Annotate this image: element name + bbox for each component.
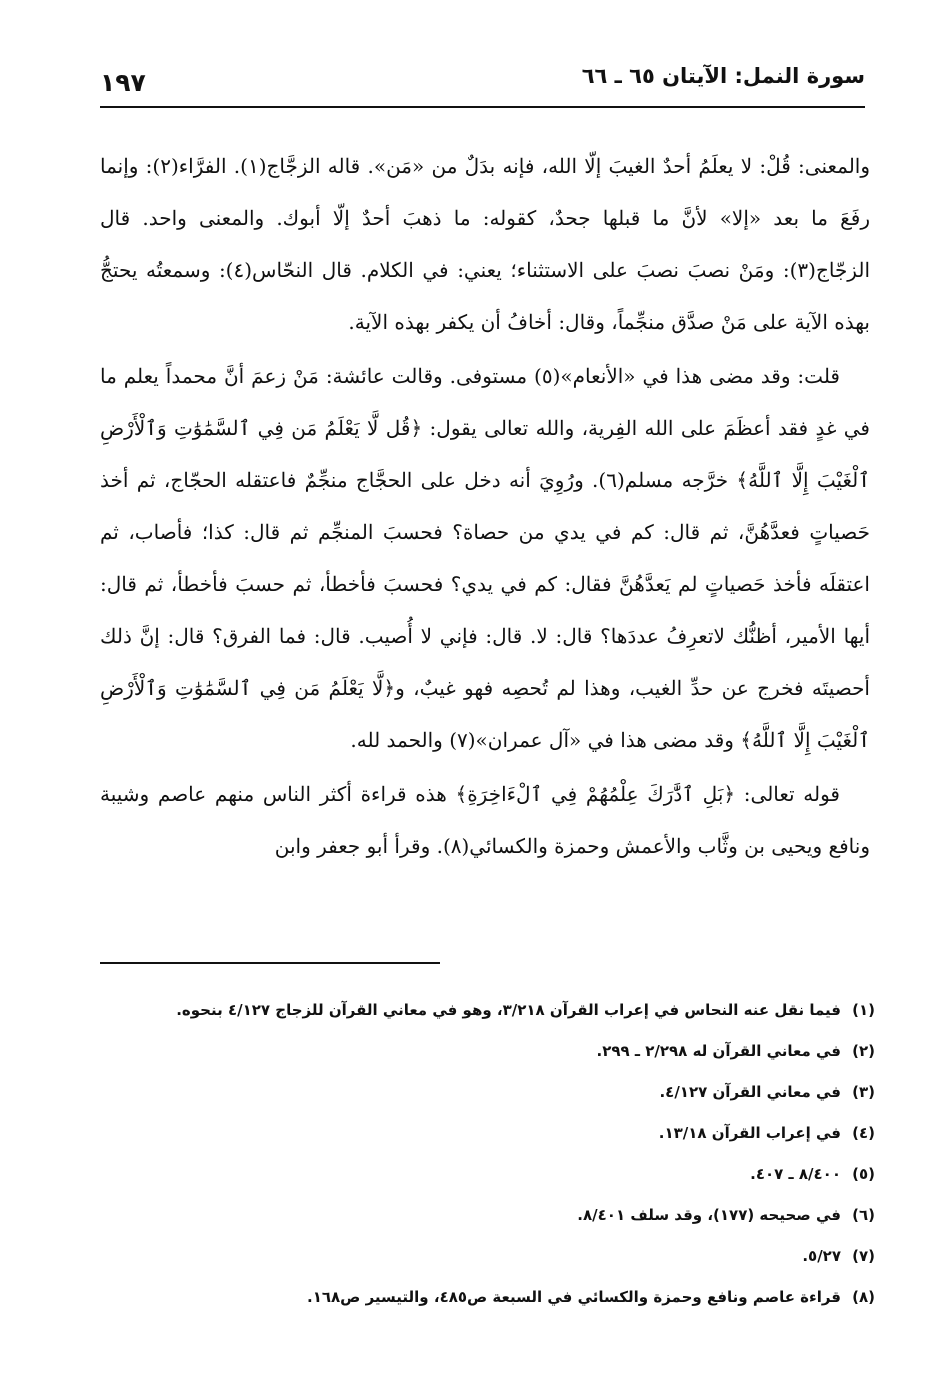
footnote-number: (٣)	[852, 1083, 875, 1101]
page-number: ١٩٧	[100, 68, 146, 97]
footnote-text: في صحيحه (١٧٧)، وقد سلف ٨/٤٠١.	[577, 1206, 841, 1224]
footnote-text: في معاني القرآن ٤/١٢٧.	[659, 1083, 841, 1101]
paragraph-3: قوله تعالى: ﴿بَلِ ٱدَّٰرَكَ عِلْمُهُمْ فِي ٱلْءَاخِرَةِ﴾ هذه قراءة أكثر الناس منهم عاصم وشيبة ونافع ويحيى بن وثَّاب والأعمش وحمزة والكسائي(٨). وقرأ أبو جعفر وابن	[100, 782, 870, 858]
footnote-5	[100, 1154, 875, 1195]
footnote-8	[100, 1277, 875, 1318]
footnotes	[100, 990, 875, 1318]
footnote-number: (٦)	[852, 1206, 875, 1224]
footnote-number: (٤)	[852, 1124, 875, 1142]
footnote-7	[100, 1236, 875, 1277]
footnote-text: ٨/٤٠٠ ـ ٤٠٧.	[750, 1165, 841, 1183]
running-title: سورة النمل: الآيتان ٦٥ ـ ٦٦	[581, 64, 865, 88]
footnote-text: ٥/٢٧.	[802, 1247, 841, 1265]
footnote-number: (٧)	[852, 1247, 875, 1265]
footnote-text: قراءة عاصم ونافع وحمزة والكسائي في السبعة ص٤٨٥، والتيسير ص١٦٨.	[307, 1288, 841, 1306]
paragraph-1: والمعنى: قُلْ: لا يعلَمُ أحدٌ الغيبَ إلّا الله، فإنه بدَلٌ من «مَن». قاله الزجَّاج(١). الفرَّاء(٢): وإنما رفَعَ ما بعد «إلا» لأنَّ ما قبلها جحدٌ، كقوله: ما ذهبَ أحدٌ إلّا أبوك. والمعنى واحد. قال الزجّاج(٣): ومَنْ نصبَ نصبَ على الاستثناء؛ يعني: في الكلام. قال النحّاس(٤): وسمعتُه يحتجُّ بهذه الآية على مَنْ صدَّق منجِّماً، وقال: أخافُ أن يكفر بهذه الآية.	[100, 154, 871, 334]
footnote-separator	[100, 962, 440, 964]
footnote-1	[100, 990, 875, 1031]
footnote-number: (٨)	[852, 1288, 875, 1306]
footnote-number: (١)	[852, 1001, 875, 1019]
footnote-3	[100, 1072, 875, 1113]
paragraph-2: قلت: وقد مضى هذا في «الأنعام»(٥) مستوفى. وقالت عائشة: مَنْ زعمَ أنَّ محمداً يعلم ما في غدٍ فقد أعظَمَ على الله الفِرية، والله تعالى يقول: ﴿قُل لَّا يَعْلَمُ مَن فِي ٱلسَّمَٰوَٰتِ وَٱلْأَرْضِ ٱلْغَيْبَ إِلَّا ٱللَّهُ﴾ خرَّجه مسلم(٦). ورُوِيَ أنه دخل على الحجَّاج منجِّمٌ فاعتقله الحجّاج، ثم أخذ حَصياتٍ فعدَّهُنَّ، ثم قال: كم في يدي من حصاة؟ فحسبَ المنجِّم ثم قال: كذا؛ فأصاب، ثم اعتقلَه فأخذ حَصياتٍ لم يَعدَّهُنَّ فقال: كم في يدي؟ فحسبَ فأخطأ، ثم حسبَ فأخطأ، ثم قال: أيها الأمير، أظنُّك لاتعرِفُ عددَها؟ قال: لا. قال: فإني لا أُصيب. قال: فما الفرق؟ قال: إنَّ ذلك أحصيتَه فخرج عن حدِّ الغيب، وهذا لم تُحصِه فهو غيبٌ، و﴿لَّا يَعْلَمُ مَن فِي ٱلسَّمَٰوَٰتِ وَٱلْأَرْضِ ٱلْغَيْبَ إِلَّا ٱللَّهُ﴾ وقد مضى هذا في «آل عمران»(٧) والحمد لله.	[100, 364, 870, 752]
footnote-number: (٥)	[852, 1165, 875, 1183]
main-text	[100, 140, 870, 872]
footnote-4	[100, 1113, 875, 1154]
footnote-number: (٢)	[852, 1042, 875, 1060]
footnote-text: فيما نقل عنه النحاس في إعراب القرآن ٣/٢١٨، وهو في معاني القرآن للزجاج ٤/١٢٧ بنحوه.	[176, 1001, 841, 1019]
footnote-text: في معاني القرآن له ٢/٢٩٨ ـ ٢٩٩.	[596, 1042, 841, 1060]
footnote-text: في إعراب القرآن ١٣/١٨.	[658, 1124, 841, 1142]
footnote-2	[100, 1031, 875, 1072]
page-header	[100, 58, 865, 108]
footnote-6	[100, 1195, 875, 1236]
